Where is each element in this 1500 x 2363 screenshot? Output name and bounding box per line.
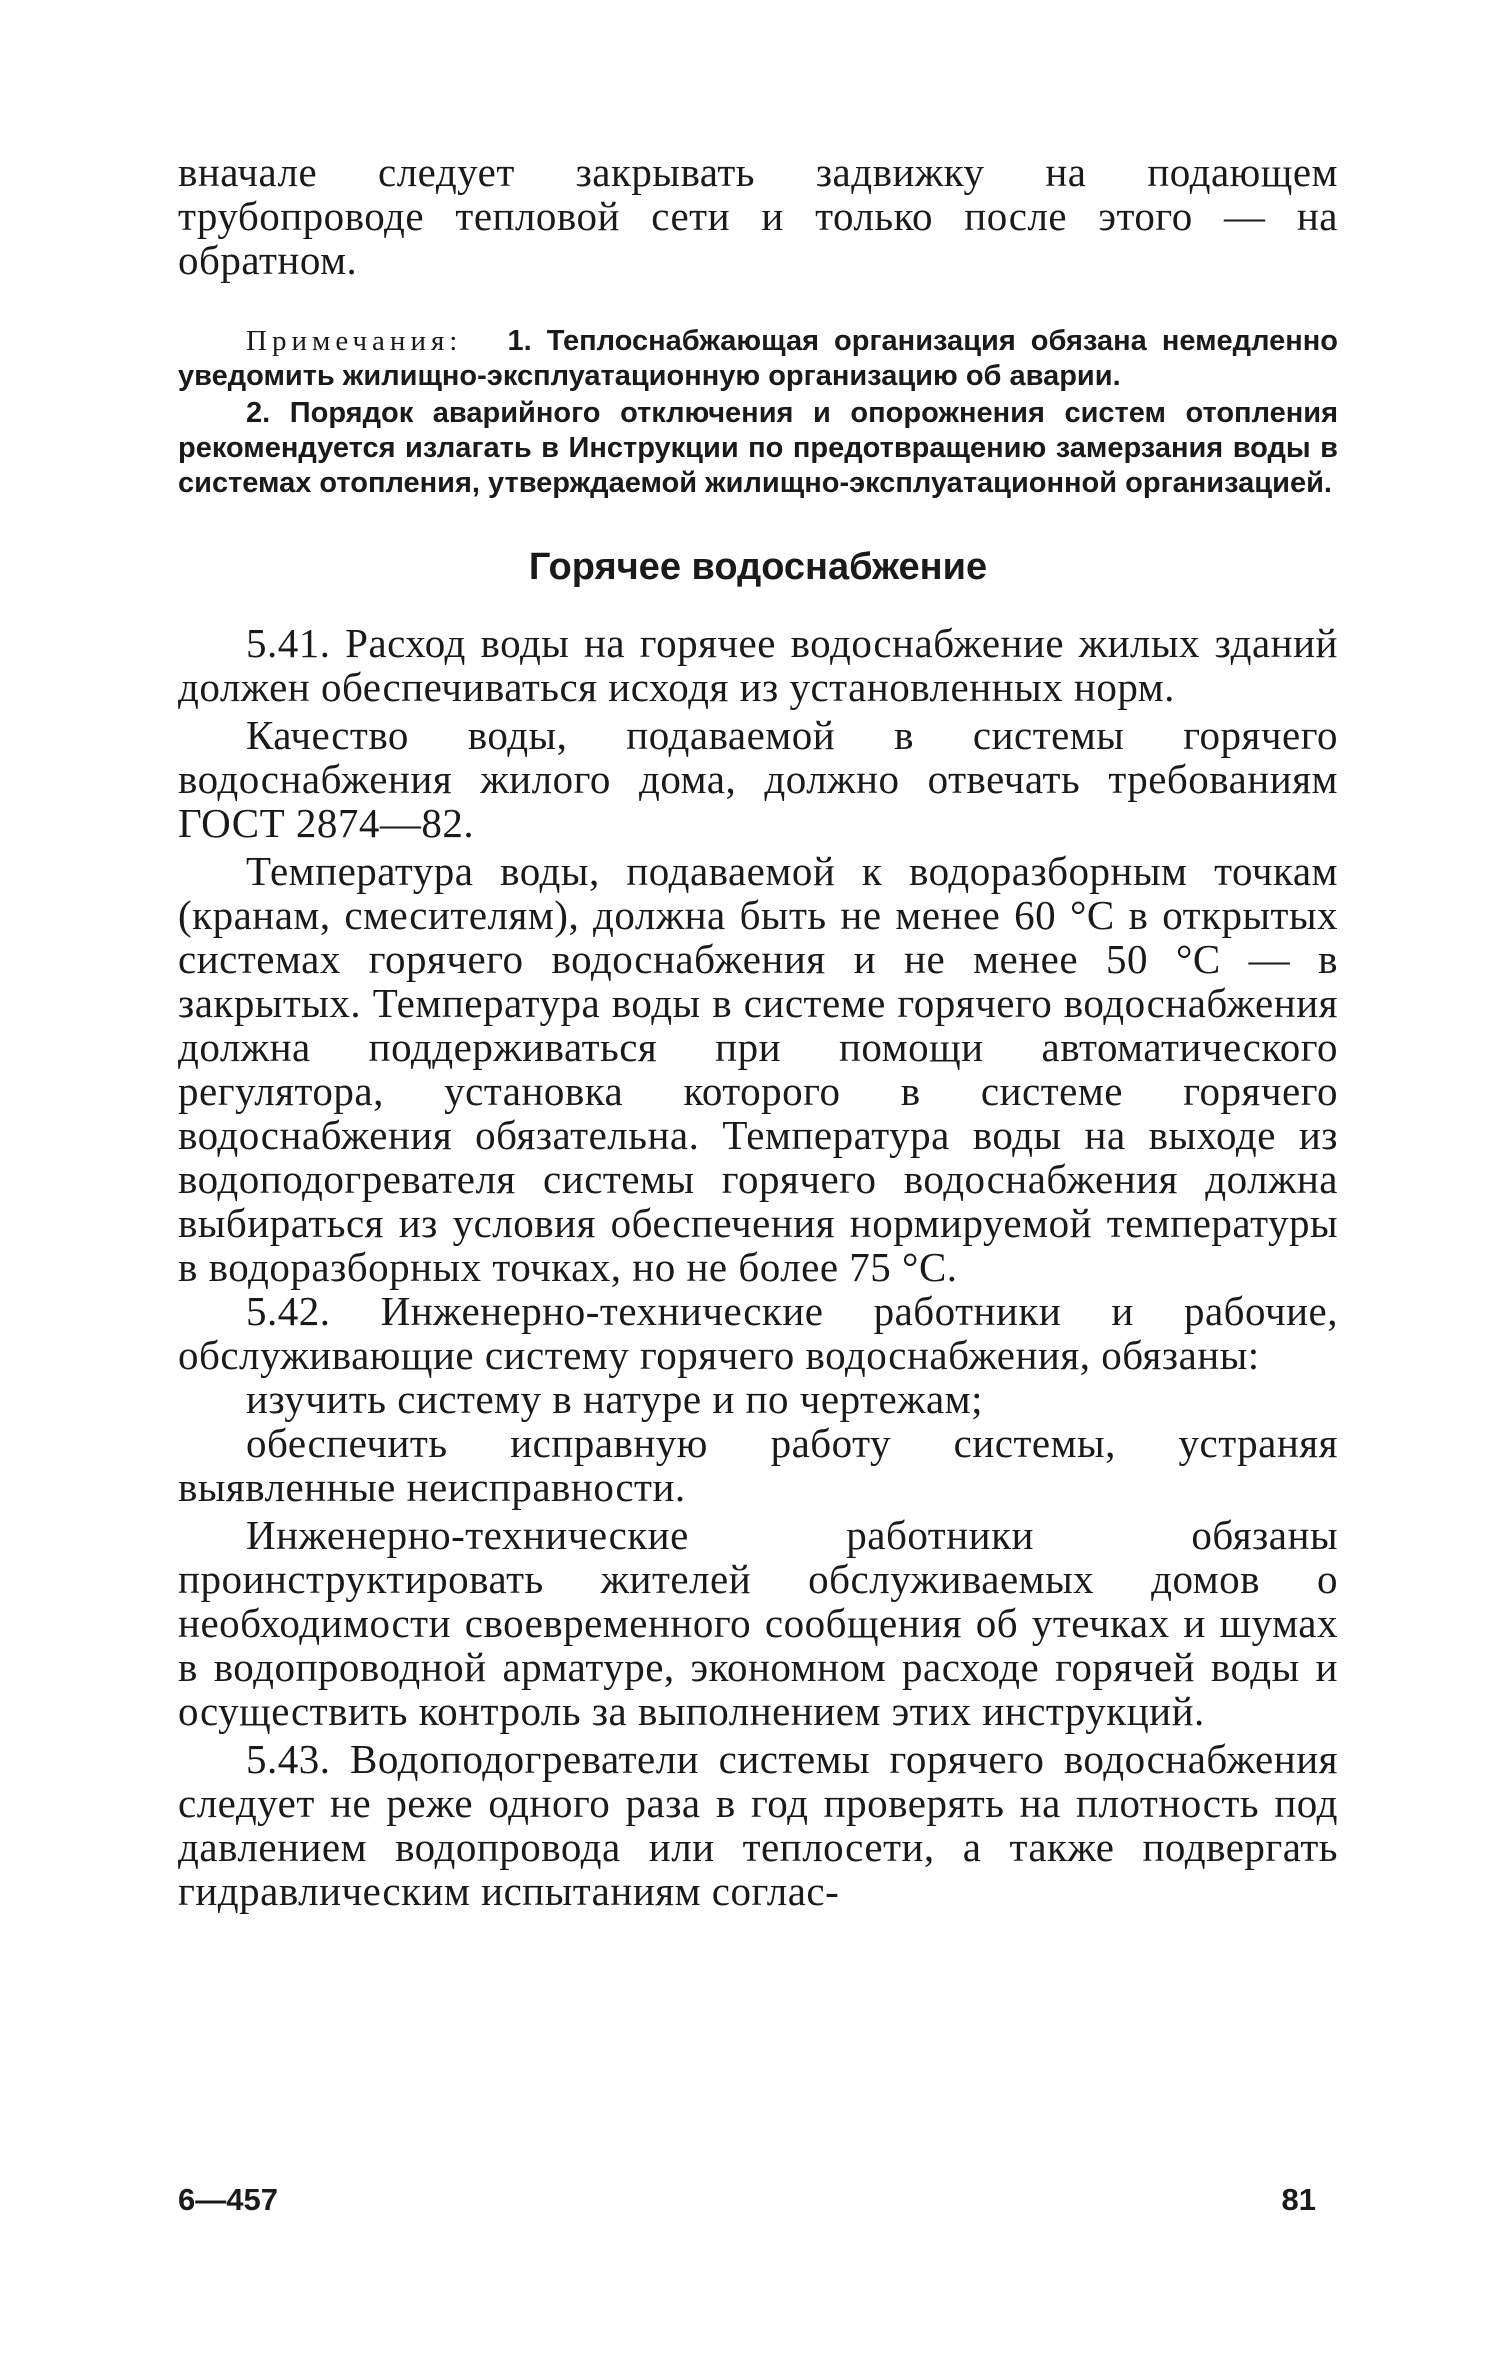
list-item-ensure-operation: обеспечить исправную работу системы, устраняя выявленные неисправности.: [178, 1420, 1338, 1510]
paragraph-5-41: 5.41. Расход воды на горячее водоснабжение жилых зданий должен обеспечиваться исходя из установленных норм.: [178, 620, 1338, 710]
notes-label: Примечания:: [246, 325, 463, 357]
printer-signature: 6—457: [178, 2182, 278, 2217]
note-2: 2. Порядок аварийного отключения и опорожнения систем отопления рекомендуется излагать в Инструкции по предотвращению замерзания воды в системах отопления, утверждаемой жилищно-эксплуатационной организацией.: [178, 397, 1338, 499]
section-title: Горячее водоснабжение: [528, 546, 988, 588]
paragraph-5-42: 5.42. Инженерно-технические работники и рабочие, обслуживающие систему горячего водоснабжения, обязаны:: [178, 1288, 1338, 1378]
document-page: [178, 150, 1338, 1913]
page-number: 81: [1281, 2182, 1316, 2217]
note-1: [178, 324, 1338, 394]
paragraph-5-43: 5.43. Водоподогреватели системы горячего водоснабжения следует не реже одного раза в год проверять на плотность под давлением водопровода или теплосети, а также подвергать гидравлическим испытаниям соглас-: [178, 1736, 1338, 1914]
notes-block: [178, 324, 1338, 501]
intro-paragraph: вначале следует закрывать задвижку на подающем трубопроводе тепловой сети и только после этого — на обратном.: [178, 149, 1338, 283]
paragraph-water-quality: Качество воды, подаваемой в системы горячего водоснабжения жилого дома, должно отвечать требованиям ГОСТ 2874—82.: [178, 712, 1338, 846]
page-footer: [178, 2182, 1338, 2222]
note-1-text: 1. Теплоснабжающая организация обязана немедленно уведомить жилищно-эксплуатационную организацию об аварии.: [178, 325, 1338, 392]
paragraph-water-temperature: Температура воды, подаваемой к водоразборным точкам (кранам, смесителям), должна быть не менее 60 °С в открытых системах горячего водоснабжения и не менее 50 °С — в закрытых. Температура воды в системе горячего водоснабжения должна поддерживаться при помощи автоматического регулятора, установка которого в системе горячего водоснабжения обязательна. Температура воды на выходе из водоподогревателя системы горячего водоснабжения должна выбираться из условия обеспечения нормируемой температуры в водоразборных точках, но не более 75 °С.: [178, 848, 1338, 1290]
paragraph-instruct-residents: Инженерно-технические работники обязаны проинструктировать жителей обслуживаемых домов о необходимости своевременного сообщения об утечках и шумах в водопроводной арматуре, экономном расходе горячей воды и осуществить контроль за выполнением этих инструкций.: [178, 1512, 1338, 1734]
list-item-study-system: изучить систему в натуре и по чертежам;: [246, 1376, 983, 1422]
